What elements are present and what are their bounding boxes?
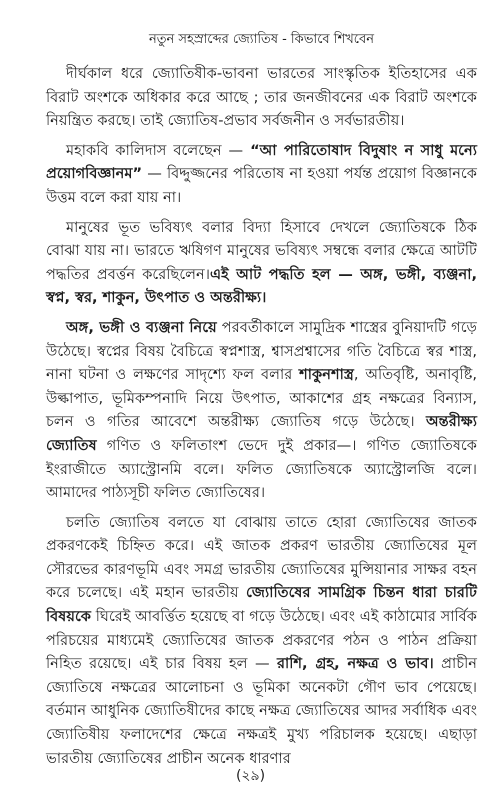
page-body xyxy=(46,62,477,776)
paragraph-2 xyxy=(46,139,477,210)
paragraph-5-text-c: প্রাচীন জ্যোতিষে নক্ষত্রের আলোচনা ও ভূমিকা অনেকটা গৌণ ভাব পেয়েছে। বর্তমান আধুনিক জ্যোতিষীদের কাছে নক্ষত্র জ্যোতিষের আদর সর্বাধিক এবং জ্যোতিষীয় ফলাদেশের ক্ষেত্রে নক্ষত্রই মুখ্য পরিচালক হয়েছে। এছাড়া ভারতীয় জ্যোতিষের প্রাচীন অনেক ধারণার xyxy=(46,655,477,767)
paragraph-1 xyxy=(46,62,477,133)
paragraph-5 xyxy=(46,511,477,771)
running-header: নতুন সহস্রাব্দের জ্যোতিষ - কিভাবে শিখবেন xyxy=(149,32,374,47)
paragraph-4-text-c: গণিত ও ফলিতাংশ ভেদে দুই প্রকার—। গণিত জ্যোতিষকে ইংরাজীতে অ্যাস্ট্রোনমি বলে। ফলিত জ্যোতিষকে অ্যাস্ট্রোলজি বলে। আমাদের পাঠ্যসূচী ফলিত জ্যোতিষের। xyxy=(46,436,477,502)
four-subjects-list: রাশি, গ্রহ, নক্ষত্র ও ভাব। xyxy=(276,655,434,673)
paragraph-5-text-b: ঘিরেই আবর্ত্তিত হয়েছে বা গড়ে উঠেছে। এবং এই কাঠামোর সার্বিক পরিচয়ের মাধ্যমেই জ্যোতিষের জাতক প্রকরণের পঠন ও পাঠন প্রক্রিয়া নিহিত রয়েছে। এই চার বিষয় হল — xyxy=(46,608,477,673)
paragraph-1-text: দীর্ঘকাল ধরে জ্যোতিষীক-ভাবনা ভারতের সাংস্কৃতিক ইতিহাসের এক বিরাট অংশকে অধিকার করে আছে ; তার জনজীবনের এক বিরাট অংশকে নিয়ন্ত্রিত করছে। তাই জ্যোতিষ-প্রভাব সর্বজনীন ও সর্বভারতীয়। xyxy=(46,65,477,130)
paragraph-2-text: — বিদ্দুজ্জনের পরিতোষ না হওয়া পর্যন্ত প্রয়োগ বিজ্ঞানকে উত্তম বলে করা যায় না। xyxy=(46,165,477,206)
paragraph-3-text: মানুষের ভূত ভবিষ্যৎ বলার বিদ্যা হিসাবে দেখলে জ্যোতিষকে ঠিক বোঝা যায় না। ভারতে ঋষিগণ মানুষের ভবিষ্যৎ সম্বন্ধে বলার ক্ষেত্রে আটটি পদ্ধতির প্রবর্ত্তন করেছিলেন। xyxy=(46,218,477,283)
four-subjects-phrase: জ্যোতিষের সামগ্রিক চিন্তন ধারা চারটি বিষয়কে xyxy=(46,584,477,626)
paragraph-2-intro: মহাকবি কালিদাস বলেছেন — xyxy=(66,141,251,159)
paragraph-4-text-b: , অতিবৃষ্টি, অনাবৃষ্টি, উল্কাপাত, ভূমিকম্পনাদি নিয়ে উৎপাত, আকাশের গ্রহ নক্ষত্রের বিন্যাস, চলন ও গতির আবেশে অন্তরীক্ষ্য জ্যোতিষ গড়ে উঠেছে। xyxy=(46,366,477,431)
antariksha-jyotish-term: অন্তরীক্ষ্য জ্যোতিষ xyxy=(46,413,477,454)
paragraph-5-text-a: চলতি জ্যোতিষ বলতে যা বোঝায় তাতে হোরা জ্যোতিষের জাতক প্রকরণকেই চিহ্নিত করে। এই জাতক প্রকরণ ভারতীয় জ্যোতিষের মূল সৌরভের কারণভূমি এবং সমগ্র ভারতীয় জ্যোতিষের মুন্সিয়ানার সাক্ষর বহন করে চলেছে। এই মহান ভারতীয় xyxy=(46,513,477,602)
paragraph-4-text-a: পরবর্তীকালে সামুদ্রিক শাস্ত্রের বুনিয়াদটি গড়ে উঠেছে। স্বপ্নের বিষয় বৈচিত্রে স্বপ্নশাস্ত্র, শ্বাসপ্রশ্বাসের গতি বৈচিত্রে স্বর শাস্ত্র, নানা ঘটনা ও লক্ষণের সাদৃশ্যে ফল বলার xyxy=(46,318,477,384)
page-number: (২৯) xyxy=(235,768,266,784)
eight-methods-list: এই আট পদ্ধতি হল — অঙ্গ, ভঙ্গী, ব্যঞ্জনা, স্বপ্ন, স্বর, শাকুন, উৎপাত ও অন্তরীক্ষ্য। xyxy=(46,265,477,307)
paragraph-4-lead: অঙ্গ, ভঙ্গী ও ব্যঞ্জনা নিয়ে xyxy=(66,318,217,336)
paragraph-3 xyxy=(46,216,477,310)
paragraph-4 xyxy=(46,316,477,505)
kalidasa-quote: “আ পারিতোষাদ বিদুষাং ন সাধু মন্যে প্রয়োগবিজ্ঞানম” xyxy=(46,141,477,183)
shakun-shastra-term: শাকুনশাস্ত্র xyxy=(299,366,354,384)
